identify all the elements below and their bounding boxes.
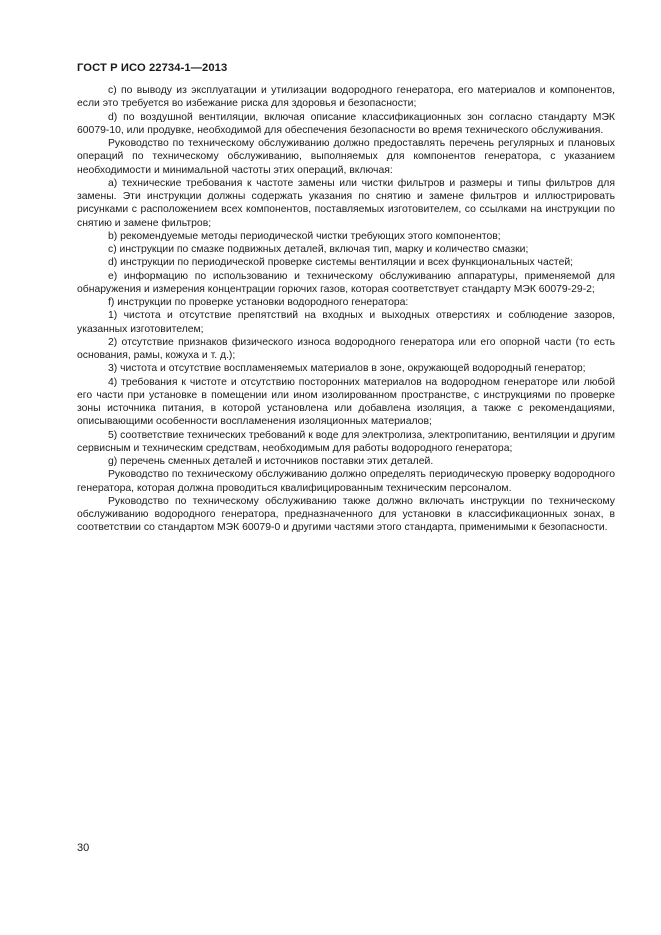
paragraph-maintenance-intro: Руководство по техническому обслуживанию должно предоставлять перечень регулярных и плановых операций по техническому обслуживанию, выполняемых для компонентов генератора, с указанием необходимости и минимальной частоты этих операций, включая: [77,138,615,176]
paragraph-periodic-check: Руководство по техническому обслуживанию должно определять периодическую проверку водородного генератора, которая должна проводиться квалифицированным техническим персоналом. [77,469,615,494]
paragraph-item-f: f) инструкции по проверке установки водородного генератора: [108,297,409,308]
paragraph-item-c-lubrication: c) инструкции по смазке подвижных деталей, включая тип, марку и количество смазки; [108,244,529,255]
paragraph-classified-zones: Руководство по техническому обслуживанию также должно включать инструкции по техническому обслуживанию водородного генератора, предназначенного для установки в классификационных зонах, в соответствии со стандартом МЭК 60079-0 и другими частями этого стандарта, применимыми к безопасности. [77,495,615,534]
paragraph-item-d: d) по воздушной вентиляции, включая описание классификационных зон согласно стандарту МЭК 60079-10, или продувке, необходимой для обеспечения безопасности во время технического обслуживания. [77,111,615,136]
paragraph-item-c: c) по выводу из эксплуатации и утилизации водородного генератора, его материалов и компонентов, если это требуется во избежание риска для здоровья и безопасности; [77,85,615,110]
paragraph-item-b: b) рекомендуемые методы периодической чистки требующих этого компонентов; [108,230,501,242]
paragraph-subitem-3: 3) чистота и отсутствие воспламеняемых материалов в зоне, окружающей водородный генератор; [108,363,586,375]
page-number: 30 [77,842,90,854]
paragraph-subitem-2: 2) отсутствие признаков физического износа водородного генератора или его опорной части (то есть основания, рамы, кожуха и т. д.); [77,336,615,361]
paragraph-subitem-4: 4) требования к чистоте и отсутствию посторонних материалов на водородном генераторе или любой его части при установке в помещении или ином изолированном пространстве, с инструкциями по проверке зоны источника питания, в которой установлена или добавлена изоляция, а также с рекомендациями, описывающими особенности воспламенения изоляционных материалов; [77,376,615,428]
paragraph-item-g: g) перечень сменных деталей и источников поставки этих деталей. [108,456,434,467]
paragraph-item-e: e) информацию по использованию и техническому обслуживанию аппаратуры, применяемой для обнаружения и измерения концентрации горючих газов, которая соответствует стандарту МЭК 60079-29-2; [77,270,615,295]
paragraph-item-a: a) технические требования к частоте замены или чистки фильтров и размеры и типы фильтров для замены. Эти инструкции должны содержать указания по снятию и замене фильтров и иллюстрировать рисунками с расположением всех компонентов, поставляемых изготовителем, со ссылками на инструкции по снятию и замене фильтров; [77,177,615,229]
paragraph-subitem-5: 5) соответствие технических требований к воде для электролиза, электропитанию, вентиляции и другим сервисным и техническим средствам, необходимым для работы водородного генератора; [77,429,615,454]
standard-header: ГОСТ Р ИСО 22734-1—2013 [77,62,228,74]
document-body [77,84,615,535]
paragraph-subitem-1: 1) чистота и отсутствие препятствий на входных и выходных отверстиях и соблюдение зазоров, указанных изготовителем; [77,310,615,335]
paragraph-item-d-ventilation: d) инструкции по периодической проверке системы вентиляции и всех функциональных частей; [108,257,574,269]
